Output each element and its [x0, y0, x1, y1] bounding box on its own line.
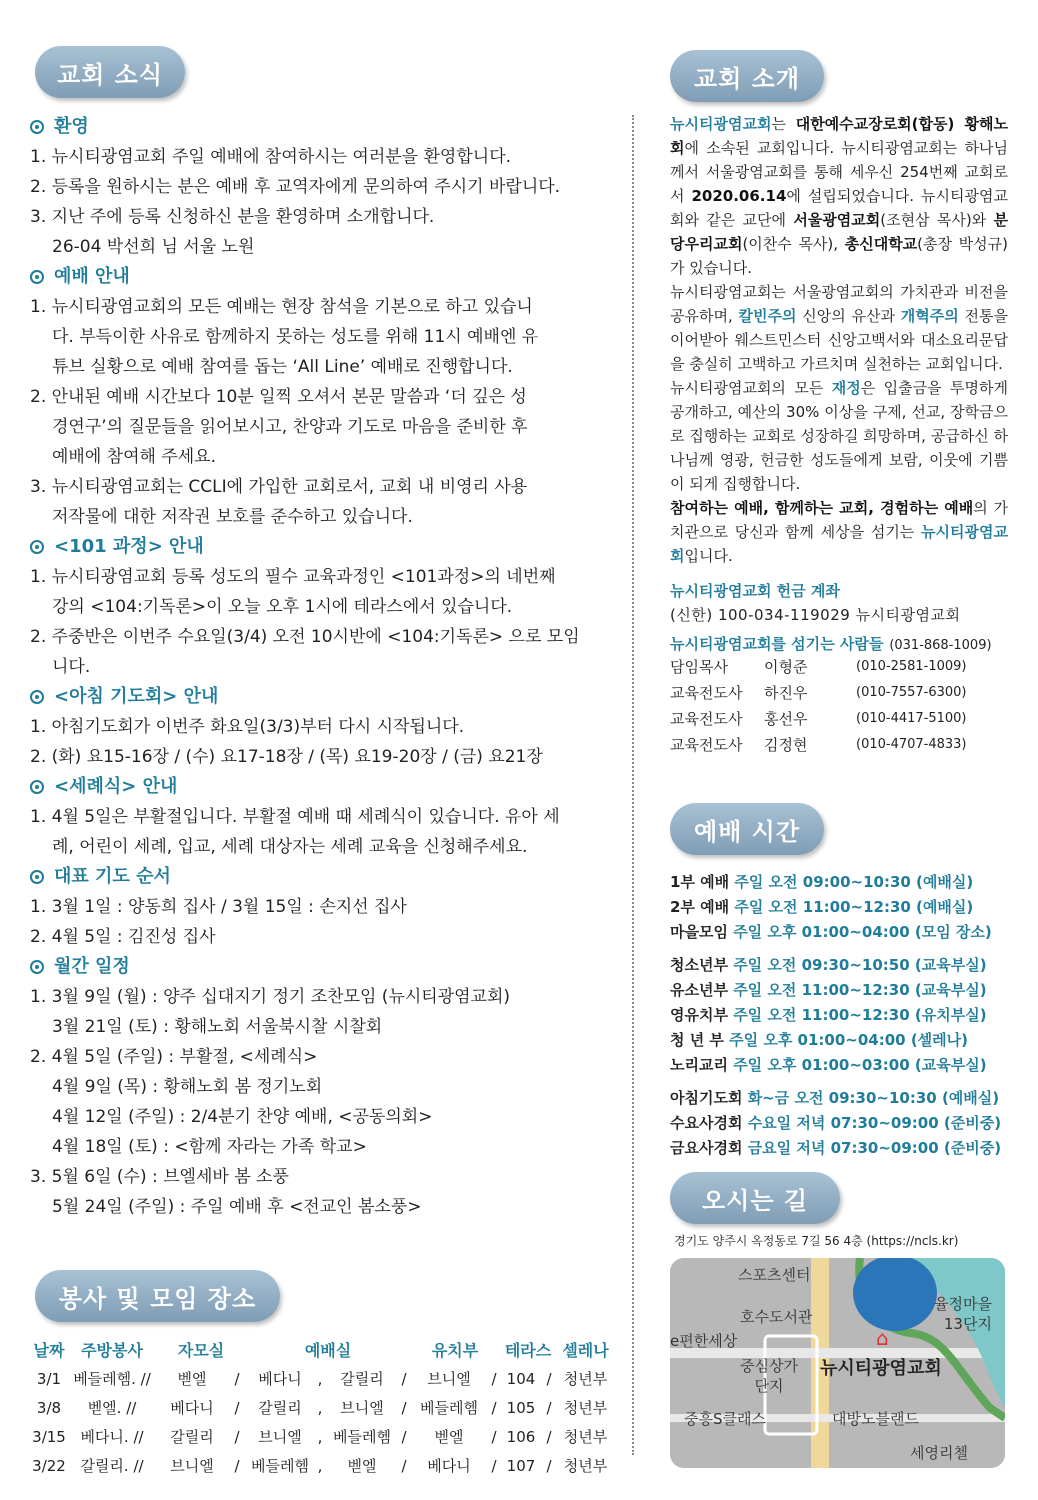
table-cell: 베다니 — [258, 1370, 302, 1388]
staff-list — [670, 654, 1008, 758]
table-cell: 베다니 — [427, 1457, 471, 1475]
worship-row: 청 년 부 주일 오후 01:00~04:00 (셀레나) — [670, 1031, 969, 1049]
table-cell: / — [491, 1427, 497, 1446]
table-cell: / — [491, 1456, 497, 1475]
table-header-cell: 예배실 — [304, 1340, 352, 1360]
table-cell: / — [491, 1369, 497, 1388]
section-heading: 환영 — [30, 112, 612, 142]
news-line: 1. 뉴시티광염교회의 모든 예배는 현장 참석을 기본으로 하고 있습니 — [30, 297, 533, 317]
section-heading: 대표 기도 순서 — [30, 862, 612, 892]
table-cell: 브니엘 — [427, 1370, 471, 1388]
map-label-jungheung: 중흥S클래스 — [684, 1410, 766, 1428]
table-cell: , — [317, 1427, 323, 1446]
table-cell: 청년부 — [563, 1457, 608, 1475]
table-header-cell: 테라스 — [504, 1340, 552, 1360]
map-label-yuljeong: 율정마을 13단지 — [934, 1295, 992, 1333]
news-line: 경연구’의 질문들을 읽어보시고, 찬양과 기도로 마음을 준비한 후 — [52, 417, 528, 437]
news-line: 1. 뉴시티광염교회 주일 예배에 참여하시는 여러분을 환영합니다. — [30, 147, 512, 167]
table-cell: / — [401, 1369, 407, 1388]
table-cell: / — [401, 1427, 407, 1446]
news-line: 례, 어린이 세례, 입교, 세례 대상자는 세례 교육을 신청해주세요. — [52, 837, 528, 857]
news-line: 1. 3월 9일 (월) : 양주 십대지기 정기 조찬모임 (뉴시티광염교회) — [30, 987, 511, 1007]
staff-row: 교육전도사 김정현 (010-4707-4833) — [670, 736, 967, 754]
bullet-icon — [30, 780, 44, 794]
table-cell: / — [234, 1427, 240, 1446]
bullet-icon — [30, 540, 44, 554]
news-line: 5월 24일 (주일) : 주일 예배 후 <전교인 봄소풍> — [52, 1197, 422, 1217]
worship-row: 청소년부 주일 오전 09:30~10:50 (교육부실) — [670, 956, 987, 974]
worship-row: 2부 예배 주일 오전 11:00~12:30 (예배실) — [670, 898, 974, 916]
news-line: 강의 <104:기독론>이 오늘 오후 1시에 테라스에서 있습니다. — [52, 597, 513, 617]
table-cell: 갈릴리 — [170, 1428, 214, 1446]
table-cell: / — [546, 1398, 552, 1417]
table-cell: 107 — [506, 1456, 536, 1475]
table-cell: 브니엘 — [170, 1457, 214, 1475]
map-label-sports: 스포츠센터 — [738, 1266, 811, 1284]
table-cell: 베다니. // — [80, 1428, 144, 1446]
news-line: 1. 4월 5일은 부활절입니다. 부활절 예배 때 세례식이 있습니다. 유아 세 — [30, 807, 560, 827]
map-label-church: 뉴시티광염교회 — [820, 1358, 942, 1379]
table-cell: 벧엘 — [177, 1370, 207, 1388]
table-cell: 3/22 — [32, 1456, 66, 1475]
table-row — [30, 1422, 615, 1451]
map-label-pyeonhan: e편한세상 — [670, 1332, 738, 1350]
section-heading: <아침 기도회> 안내 — [30, 682, 612, 712]
table-row — [30, 1393, 615, 1422]
section-heading: <세례식> 안내 — [30, 772, 612, 802]
table-cell: 청년부 — [563, 1428, 608, 1446]
table-cell: 베들레헴 — [420, 1399, 478, 1417]
table-cell: 베들레헴 — [333, 1428, 391, 1446]
account-heading: 뉴시티광염교회 헌금 계좌 — [670, 582, 840, 600]
service-table — [30, 1334, 615, 1480]
table-cell: 베다니 — [170, 1399, 214, 1417]
worship-row: 마을모임 주일 오후 01:00~04:00 (모임 장소) — [670, 923, 992, 941]
news-line: 1. 3월 1일 : 양동희 집사 / 3월 15일 : 손지선 집사 — [30, 897, 407, 917]
map-label-library: 호수도서관 — [740, 1308, 813, 1326]
news-line: 2. 4월 5일 (주일) : 부활절, <세례식> — [30, 1047, 318, 1067]
table-cell: 벧엘. // — [87, 1399, 137, 1417]
staff-row: 교육전도사 홍선우 (010-4417-5100) — [670, 710, 967, 728]
table-header-cell: 날짜 — [33, 1340, 65, 1360]
worship-row: 금요사경회 금요일 저녁 07:30~09:00 (준비중) — [670, 1139, 1002, 1157]
table-cell: , — [317, 1456, 323, 1475]
worship-title-pill — [670, 803, 824, 855]
news-line: 2. 4월 5일 : 김진성 집사 — [30, 927, 216, 947]
news-line: 3월 21일 (토) : 황해노회 서울북시찰 시찰회 — [52, 1017, 383, 1037]
news-line: 4월 12일 (주일) : 2/4분기 찬양 예배, <공동의회> — [52, 1107, 433, 1127]
worship-row: 아침기도회 화~금 오전 09:30~10:30 (예배실) — [670, 1089, 1000, 1107]
news-line: 튜브 실황으로 예배 참여를 돕는 ‘All Line’ 예배로 진행합니다. — [52, 357, 513, 377]
news-line: 2. (화) 요15-16장 / (수) 요17-18장 / (목) 요19-20장 / (금) 요21장 — [30, 747, 543, 767]
table-cell: 브니엘 — [340, 1399, 384, 1417]
worship-row: 영유치부 주일 오전 11:00~12:30 (유치부실) — [670, 1006, 987, 1024]
table-cell: , — [317, 1369, 323, 1388]
table-cell: 106 — [506, 1427, 536, 1446]
table-cell: / — [491, 1398, 497, 1417]
worship-title: 예배 시간 — [693, 817, 801, 846]
table-cell: / — [546, 1427, 552, 1446]
table-header-cell: 자모실 — [177, 1340, 225, 1360]
news-line: 4월 18일 (토) : <함께 자라는 가족 학교> — [52, 1137, 367, 1157]
service-table-header — [30, 1334, 615, 1364]
table-cell: / — [234, 1456, 240, 1475]
table-cell: 벧엘 — [434, 1428, 464, 1446]
section-heading: 예배 안내 — [30, 262, 612, 292]
map-title: 오시는 길 — [701, 1186, 809, 1215]
news-line: 4월 9일 (목) : 황해노회 봄 정기노회 — [52, 1077, 323, 1097]
table-cell: 104 — [506, 1369, 536, 1388]
worship-row: 수요사경회 수요일 저녁 07:30~09:00 (준비중) — [670, 1114, 1002, 1132]
table-cell: / — [546, 1456, 552, 1475]
table-cell: 청년부 — [563, 1370, 608, 1388]
intro-title-pill — [670, 50, 824, 102]
news-line: 2. 주중반은 이번주 수요일(3/4) 오전 10시반에 <104:기독론> 으로 모임 — [30, 627, 580, 647]
staff-row: 교육전도사 하진우 (010-7557-6300) — [670, 684, 967, 702]
news-line: 2. 안내된 예배 시간보다 10분 일찍 오셔서 본문 말씀과 ‘더 깊은 성 — [30, 387, 527, 407]
table-header-cell: 셀레나 — [562, 1340, 609, 1360]
account-number: (신한) 100-034-119029 뉴시티광염교회 — [670, 606, 961, 624]
intro-section — [670, 112, 1008, 758]
news-line: 1. 뉴시티광염교회 등록 성도의 필수 교육과정인 <101과정>의 네번째 — [30, 567, 556, 587]
table-cell: / — [546, 1369, 552, 1388]
table-header-cell: 주방봉사 — [81, 1340, 143, 1360]
table-cell: / — [401, 1398, 407, 1417]
table-cell: , — [317, 1398, 323, 1417]
map-title-pill — [670, 1172, 840, 1224]
intro-text: 뉴시티광염교회는 대한예수교장로회(합동) 황해노회에 소속된 교회입니다. 뉴시티광염교회는 하나님께서 서울광염교회를 통해 세우신 254번째 교회로서 2020.06.14에 설립되었습니다. 뉴시티광염교회와 같은 교단에 서울광염교회(조현삼 목사)와 분당우리교회(이찬수 목사), 총신대학교(총장 박성규)가 있습니다. 뉴시티광염교회는 서울광염교회의 가치관과 비전을 공유하며, 칼빈주의 신앙의 유산과 개혁주의 전통을 이어받아 웨스트민스터 신앙고백서와 대소요리문답을 충실히 고백하고 가르치며 실천하는 교회입니다. 뉴시티광염교회의 모든 재정은 입출금을 투명하게 공개하고, 예산의 30% 이상을 구제, 선교, 장학금으로 집행하는 교회로 성장하길 희망하며, 공급하신 하나님께 영광, 헌금한 성도들에게 보람, 이웃에 기쁨이 되게 집행합니다. 참여하는 예배, 함께하는 교회, 경험하는 예배의 가치관으로 당신과 함께 세상을 섬기는 뉴시티광염교회입니다. — [670, 115, 1009, 565]
worship-times — [670, 870, 1008, 1161]
map-label-seyeong: 세영리첼 — [910, 1444, 968, 1462]
table-cell: 벧엘 — [347, 1457, 377, 1475]
table-cell: 105 — [506, 1398, 536, 1417]
news-line: 3. 지난 주에 등록 신청하신 분을 환영하며 소개합니다. — [30, 207, 435, 227]
table-cell: / — [234, 1398, 240, 1417]
table-cell: 갈릴리 — [340, 1370, 384, 1388]
bullet-icon — [30, 690, 44, 704]
bullet-icon — [30, 960, 44, 974]
news-line: 니다. — [52, 657, 91, 677]
map-label-daebang: 대방노블랜드 — [832, 1410, 919, 1428]
address: 경기도 양주시 옥정동로 7길 56 4층 (https://ncls.kr) — [674, 1234, 959, 1248]
bullet-icon — [30, 870, 44, 884]
section-heading: 월간 일정 — [30, 952, 612, 982]
table-row — [30, 1451, 615, 1480]
table-cell: 3/15 — [32, 1427, 66, 1446]
news-line: 다. 부득이한 사유로 함께하지 못하는 성도를 위해 11시 예배엔 유 — [52, 327, 539, 347]
table-cell: 갈릴리. // — [80, 1457, 144, 1475]
table-cell: 베들레헴 — [251, 1457, 309, 1475]
section-heading: <101 과정> 안내 — [30, 532, 612, 562]
map-label-center: 중심상가 단지 — [740, 1357, 798, 1395]
table-cell: 베들레헴. // — [73, 1370, 151, 1388]
news-line: 3. 5월 6일 (수) : 브엘세바 봄 소풍 — [30, 1167, 289, 1187]
bullet-icon — [30, 270, 44, 284]
table-cell: 3/1 — [36, 1369, 62, 1388]
news-line: 예배에 참여해 주세요. — [52, 447, 217, 467]
worship-row: 유소년부 주일 오전 11:00~12:30 (교육부실) — [670, 981, 987, 999]
news-line: 저작물에 대한 저작권 보호를 준수하고 있습니다. — [52, 507, 413, 527]
worship-row: 노리교리 주일 오후 01:00~03:00 (교육부실) — [670, 1056, 987, 1074]
staff-row: 담임목사 이형준 (010-2581-1009) — [670, 658, 967, 676]
news-line: 2. 등록을 원하시는 분은 예배 후 교역자에게 문의하여 주시기 바랍니다. — [30, 177, 561, 197]
service-title: 봉사 및 모임 장소 — [58, 1284, 257, 1313]
church-phone: (031-868-1009) — [889, 638, 992, 653]
worship-row: 1부 예배 주일 오전 09:00~10:30 (예배실) — [670, 873, 974, 891]
bullet-icon — [30, 120, 44, 134]
news-title-pill — [35, 46, 185, 98]
news-line: 26-04 박선희 님 서울 노원 — [52, 237, 255, 257]
table-cell: 3/8 — [36, 1398, 62, 1417]
news-title: 교회 소식 — [56, 60, 164, 89]
column-divider — [632, 115, 634, 1455]
table-row — [30, 1364, 615, 1393]
news-body — [30, 112, 612, 1222]
news-line: 3. 뉴시티광염교회는 CCLI에 가입한 교회로서, 교회 내 비영리 사용 — [30, 477, 528, 497]
table-cell: 청년부 — [563, 1399, 608, 1417]
location-map — [670, 1258, 1005, 1468]
table-cell: 브니엘 — [258, 1428, 302, 1446]
table-cell: 갈릴리 — [258, 1399, 302, 1417]
news-line: 1. 아침기도회가 이번주 화요일(3/3)부터 다시 시작됩니다. — [30, 717, 465, 737]
church-marker-icon: ⌂ — [876, 1326, 889, 1350]
intro-title: 교회 소개 — [693, 64, 801, 93]
table-cell: / — [234, 1369, 240, 1388]
service-title-pill — [35, 1270, 280, 1322]
table-cell: / — [401, 1456, 407, 1475]
table-header-cell: 유치부 — [431, 1340, 479, 1360]
staff-heading: 뉴시티광염교회를 섬기는 사람들 — [670, 635, 884, 653]
